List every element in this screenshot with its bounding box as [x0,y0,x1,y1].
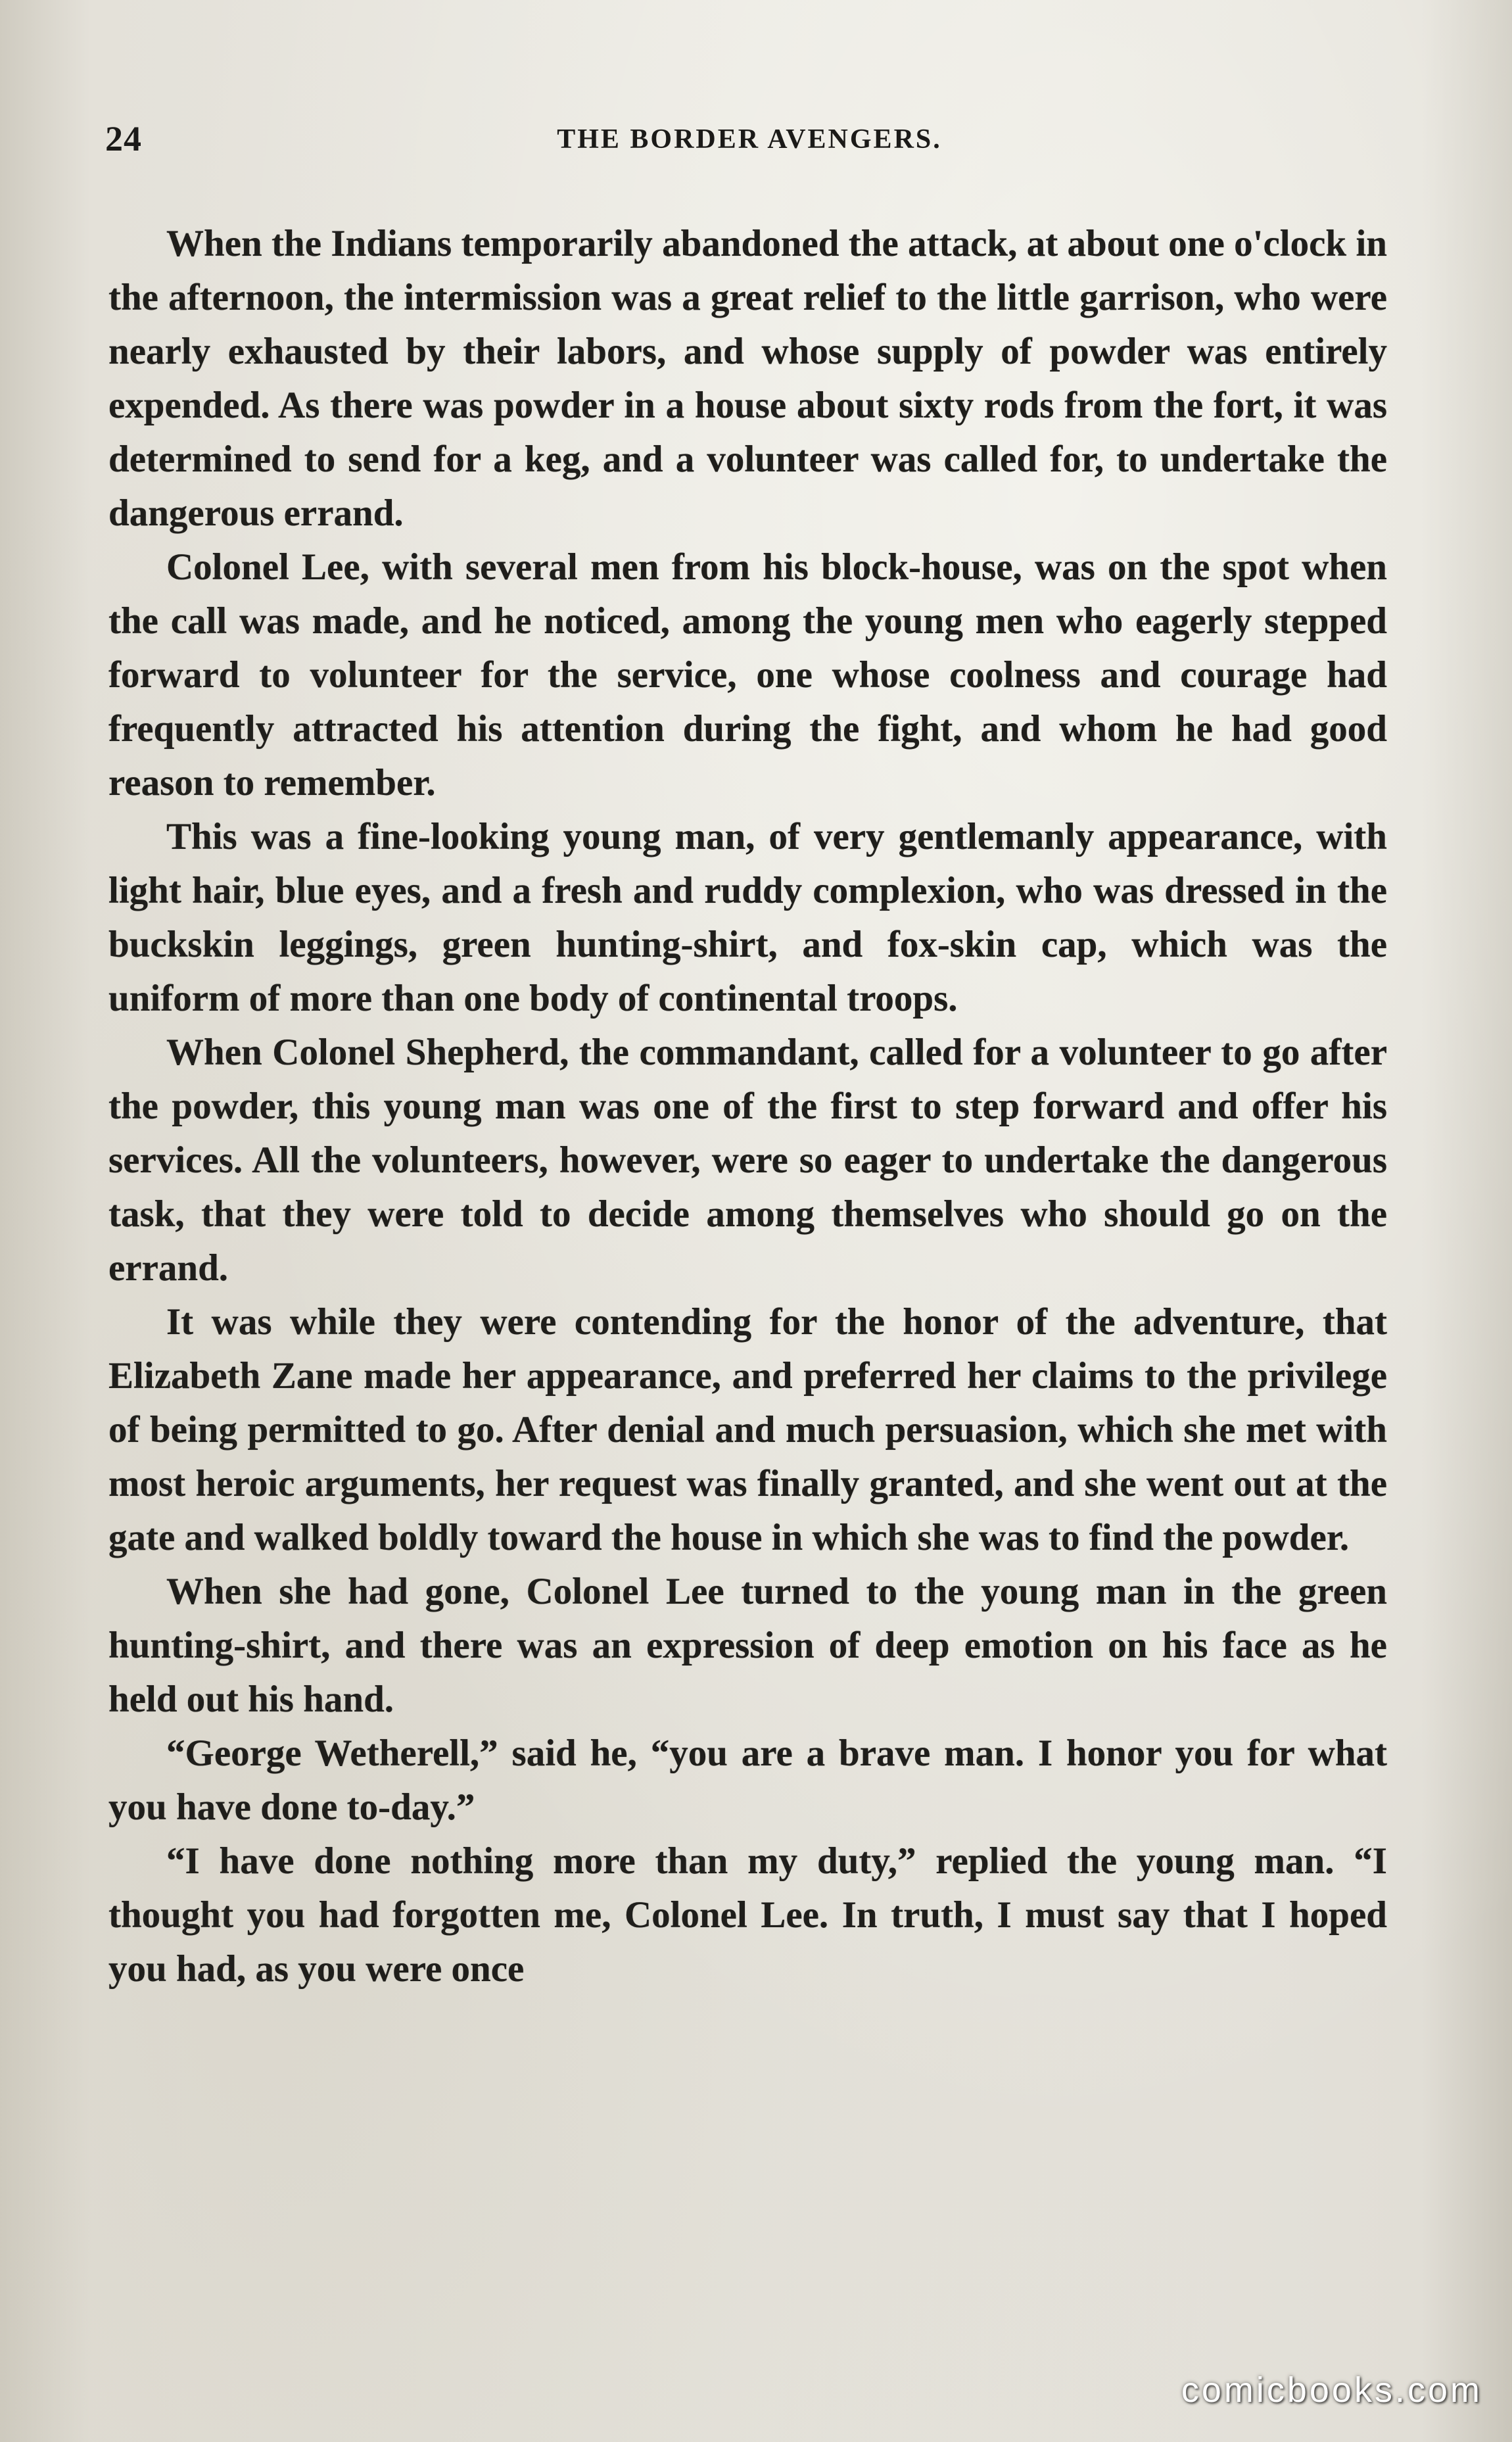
body-text [108,217,1387,1996]
paragraph: When Colonel Shepherd, the commandant, called for a volunteer to go after the powder, this young man was one of the first to step forward and offer his services. All the volunteers, however, were so eager to undertake the dangerous task, that they were told to decide among themselves who should go on the errand. [108,1032,1387,1289]
paragraph: When the Indians temporarily abandoned the attack, at about one o'clock in the afternoon, the intermission was a great relief to the little garrison, who were nearly exhausted by their labors, and whose supply of powder was entirely expended. As there was powder in a house about sixty rods from the fort, it was determined to send for a keg, and a volunteer was called for, to undertake the dangerous errand. [108,223,1387,534]
paragraph: “George Wetherell,” said he, “you are a brave man. I honor you for what you have done to-day.” [108,1733,1387,1828]
running-head [105,118,1394,164]
paragraph: This was a fine-looking young man, of very gentlemanly appearance, with light hair, blue eyes, and a fresh and ruddy complexion, who was dressed in the buckskin leggings, green hunting-shirt, and fox-skin cap, which was the uniform of more than one body of continental troops. [108,816,1387,1019]
watermark: comicbooks.com [1181,2370,1482,2410]
running-title: THE BORDER AVENGERS. [557,124,942,155]
paragraph: “I have done nothing more than my duty,” replied the young man. “I thought you had forgotten me, Colonel Lee. In truth, I must say that I hoped you had, as you were once [108,1840,1387,1990]
paragraph: Colonel Lee, with several men from his block-house, was on the spot when the call was made, and he noticed, among the young men who eagerly stepped forward to volunteer for the service, one whose coolness and courage had frequently attracted his attention during the fight, and whom he had good reason to remember. [108,546,1387,803]
page-number: 24 [105,119,142,158]
paragraph: When she had gone, Colonel Lee turned to the young man in the green hunting-shirt, and there was an expression of deep emotion on his face as he held out his hand. [108,1571,1387,1720]
paragraph: It was while they were contending for the honor of the adventure, that Elizabeth Zane made her appearance, and preferred her claims to the privilege of being permitted to go. After denial and much persuasion, which she met with most heroic arguments, her request was finally granted, and she went out at the gate and walked boldly toward the house in which she was to find the powder. [108,1301,1387,1558]
